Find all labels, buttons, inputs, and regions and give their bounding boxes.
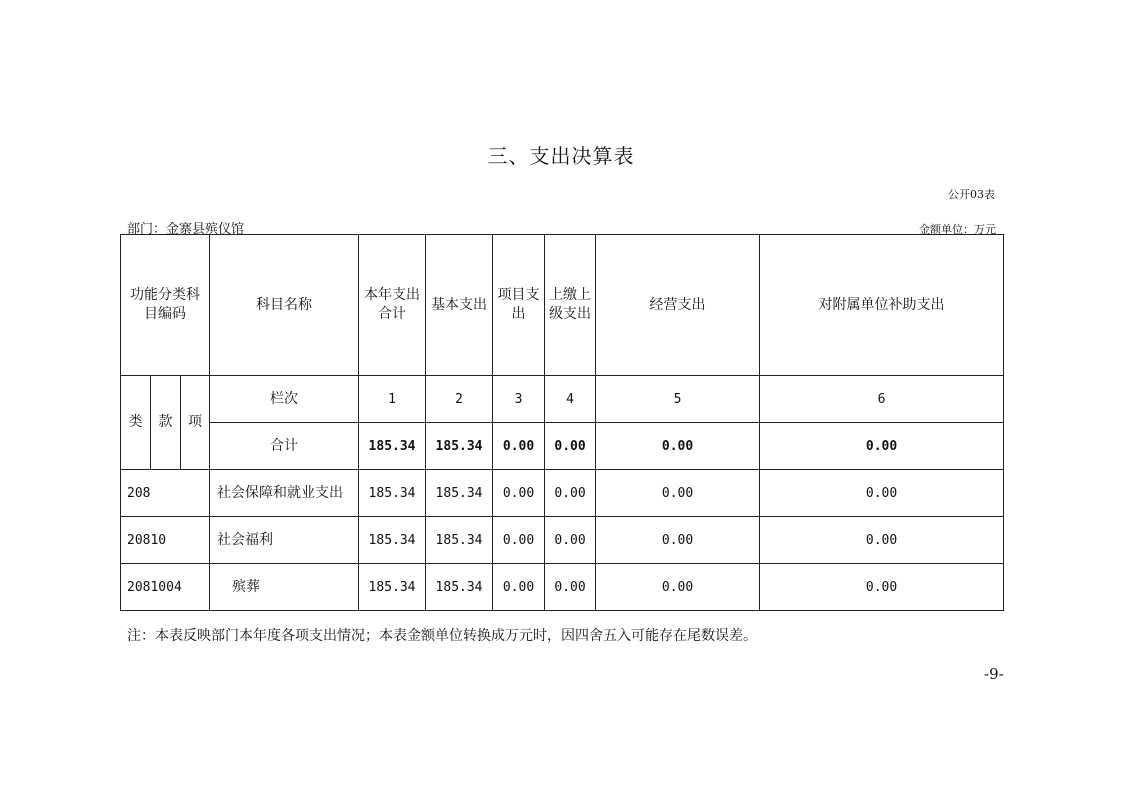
row-name: 社会保障和就业支出 xyxy=(210,470,359,517)
column-index-cell: 5 xyxy=(596,376,760,423)
total-label: 合计 xyxy=(210,423,359,470)
table-cell: 0.00 xyxy=(760,517,1004,564)
header-upper: 上缴上级支出 xyxy=(545,235,596,376)
expenditure-table xyxy=(120,234,1004,611)
header-row xyxy=(121,235,1004,376)
form-code: 公开03表 xyxy=(948,188,995,201)
total-row xyxy=(121,423,1004,470)
table-cell: 0.00 xyxy=(596,517,760,564)
header-func-code: 功能分类科目编码 xyxy=(121,235,210,376)
header-name: 科目名称 xyxy=(210,235,359,376)
table-cell: 0.00 xyxy=(545,470,596,517)
total-cell: 0.00 xyxy=(596,423,760,470)
row-code: 208 xyxy=(121,470,210,517)
column-index-cell: 3 xyxy=(493,376,545,423)
column-index-row xyxy=(121,376,1004,423)
table-cell: 185.34 xyxy=(426,564,493,611)
header-lei: 类 xyxy=(121,376,151,470)
table-row xyxy=(121,564,1004,611)
department-label: 部门：金寨县殡仪馆 xyxy=(127,222,245,237)
table-cell: 0.00 xyxy=(596,564,760,611)
table-cell: 0.00 xyxy=(760,564,1004,611)
total-cell: 185.34 xyxy=(359,423,426,470)
column-index-cell: 2 xyxy=(426,376,493,423)
page-title: 三、支出决算表 xyxy=(487,144,635,168)
table-cell: 0.00 xyxy=(596,470,760,517)
header-basic: 基本支出 xyxy=(426,235,493,376)
column-index-cell: 6 xyxy=(760,376,1004,423)
table-cell: 185.34 xyxy=(359,564,426,611)
table-cell: 0.00 xyxy=(493,564,545,611)
row-code: 20810 xyxy=(121,517,210,564)
table-row xyxy=(121,517,1004,564)
header-project: 项目支出 xyxy=(493,235,545,376)
table-row xyxy=(121,470,1004,517)
table-cell: 0.00 xyxy=(760,470,1004,517)
total-cell: 185.34 xyxy=(426,423,493,470)
total-cell: 0.00 xyxy=(545,423,596,470)
column-index-cell: 4 xyxy=(545,376,596,423)
row-name: 社会福利 xyxy=(210,517,359,564)
header-subsidy: 对附属单位补助支出 xyxy=(760,235,1004,376)
table-cell: 185.34 xyxy=(426,470,493,517)
header-kuan: 款 xyxy=(151,376,181,470)
amount-unit-label: 金额单位：万元 xyxy=(919,223,996,236)
row-name: 殡葬 xyxy=(210,564,359,611)
page-number: -9- xyxy=(984,665,1004,683)
total-cell: 0.00 xyxy=(760,423,1004,470)
column-index-label: 栏次 xyxy=(210,376,359,423)
header-xiang: 项 xyxy=(181,376,210,470)
table-cell: 185.34 xyxy=(426,517,493,564)
header-total: 本年支出合计 xyxy=(359,235,426,376)
table-cell: 0.00 xyxy=(545,517,596,564)
column-index-cell: 1 xyxy=(359,376,426,423)
table-cell: 185.34 xyxy=(359,470,426,517)
table-cell: 185.34 xyxy=(359,517,426,564)
table-cell: 0.00 xyxy=(545,564,596,611)
header-business: 经营支出 xyxy=(596,235,760,376)
table-cell: 0.00 xyxy=(493,470,545,517)
table-cell: 0.00 xyxy=(493,517,545,564)
total-cell: 0.00 xyxy=(493,423,545,470)
footnote: 注：本表反映部门本年度各项支出情况；本表金额单位转换成万元时，因四舍五入可能存在尾数误差。 xyxy=(127,628,757,644)
row-code: 2081004 xyxy=(121,564,210,611)
